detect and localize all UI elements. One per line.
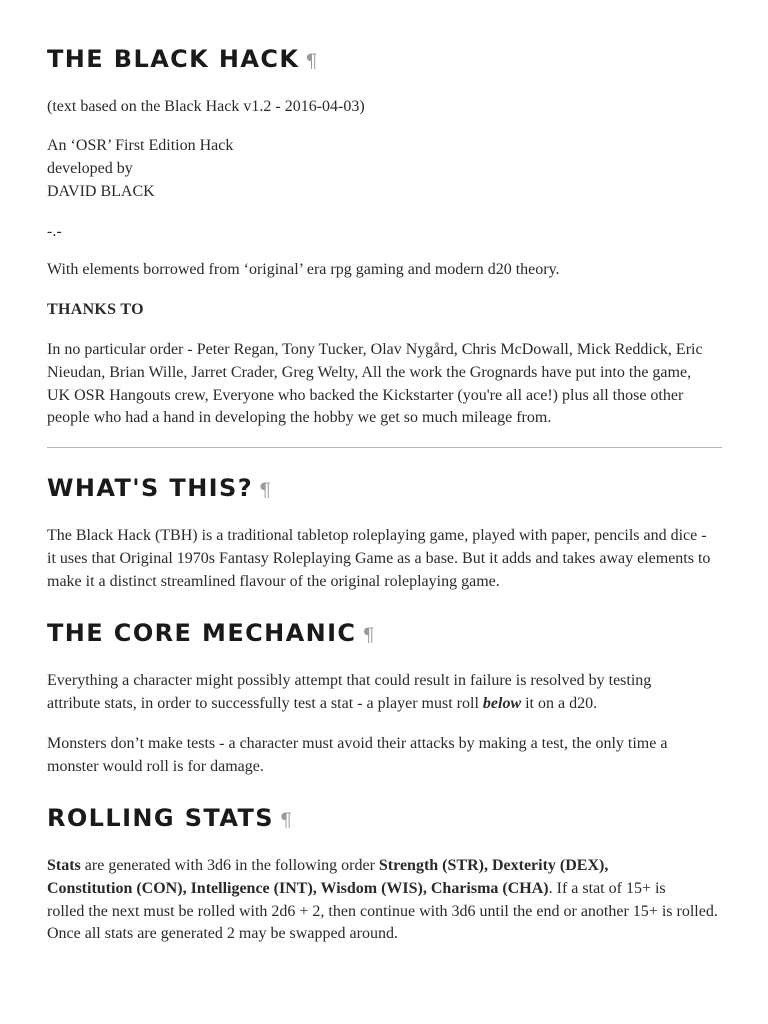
core-mechanic-text: it on a d20. (521, 694, 598, 712)
credit-line: An ‘OSR’ First Edition Hack (47, 137, 234, 154)
below-emphasis: below (482, 694, 522, 712)
stats-term: Stats (47, 857, 81, 874)
whats-this-paragraph (47, 525, 722, 593)
rolling-stats-line: rolled the next must be rolled with 2d6 + 2, then continue with 3d6 until the end or another 15+ is rolled. (47, 902, 718, 920)
rolling-stats-line (47, 878, 722, 901)
rolling-stats-text: . If a stat of 15+ is (548, 879, 666, 897)
rolling-stats-paragraph (47, 855, 722, 946)
source-note: (text based on the Black Hack v1.2 - 2016-04-03) (47, 98, 365, 115)
section-heading-text: ROLLING STATS (47, 804, 274, 832)
rolling-stats-text: are generated with 3d6 in the following order (80, 857, 379, 874)
section-heading-whats-this (47, 474, 271, 504)
page-title-text: THE BLACK HACK (47, 45, 300, 73)
core-mechanic-text: attribute stats, in order to successfully test a stat - a player must roll (47, 694, 483, 712)
section-heading-text: WHAT'S THIS? (47, 474, 254, 502)
section-heading-text: THE CORE MECHANIC (47, 619, 357, 647)
rolling-stats-line: Once all stats are generated 2 may be swapped around. (47, 925, 398, 943)
whats-this-line: The Black Hack (TBH) is a traditional tabletop roleplaying game, played with paper, pencils and dice - (47, 527, 707, 544)
stat-names: Constitution (CON), Intelligence (INT), Wisdom (WIS), Charisma (CHA) (47, 879, 549, 897)
thanks-paragraph (47, 339, 722, 430)
whats-this-line: make it a distinct streamlined flavour of the original roleplaying game. (47, 572, 500, 590)
thanks-line: Nieudan, Brian Wille, Jarret Crader, Greg Welty, All the work the Grognards have put into the game, (47, 363, 692, 381)
core-mechanic-line: Everything a character might possibly attempt that could result in failure is resolved by testing (47, 672, 652, 689)
core-mechanic-line (47, 693, 722, 716)
horizontal-divider (47, 447, 722, 448)
thanks-line: people who had a hand in developing the hobby we get so much mileage from. (47, 409, 552, 427)
whats-this-line: it uses that Original 1970s Fantasy Roleplaying Game as a base. But it adds and takes away elements to (47, 549, 711, 567)
section-heading-rolling-stats (47, 804, 292, 834)
thanks-line: In no particular order - Peter Regan, Tony Tucker, Olav Nygård, Chris McDowall, Mick Reddick, Eric (47, 341, 703, 358)
pilcrow-permalink-icon[interactable]: ¶ (362, 624, 375, 646)
thanks-line: UK OSR Hangouts crew, Everyone who backed the Kickstarter (you're all ace!) plus all those other (47, 386, 684, 404)
core-mechanic-line: Monsters don’t make tests - a character must avoid their attacks by making a test, the only time a (47, 735, 668, 752)
pilcrow-permalink-icon[interactable]: ¶ (279, 809, 292, 831)
pilcrow-permalink-icon[interactable]: ¶ (259, 479, 272, 501)
thanks-heading: THANKS TO (47, 301, 144, 318)
core-mechanic-paragraph-2 (47, 733, 722, 779)
page-title (47, 45, 318, 75)
separator-text: -.- (47, 223, 62, 240)
borrowed-elements-text: With elements borrowed from ‘original’ era rpg gaming and modern d20 theory. (47, 261, 560, 278)
core-mechanic-paragraph-1 (47, 670, 722, 716)
section-heading-core-mechanic (47, 619, 375, 649)
credit-line: developed by (47, 159, 133, 177)
rolling-stats-line (47, 855, 722, 878)
pilcrow-permalink-icon[interactable]: ¶ (305, 50, 318, 72)
credit-block (47, 135, 722, 203)
credit-author: DAVID BLACK (47, 182, 155, 200)
stat-names: Strength (STR), Dexterity (DEX), (378, 857, 609, 874)
core-mechanic-line: monster would roll is for damage. (47, 757, 264, 775)
